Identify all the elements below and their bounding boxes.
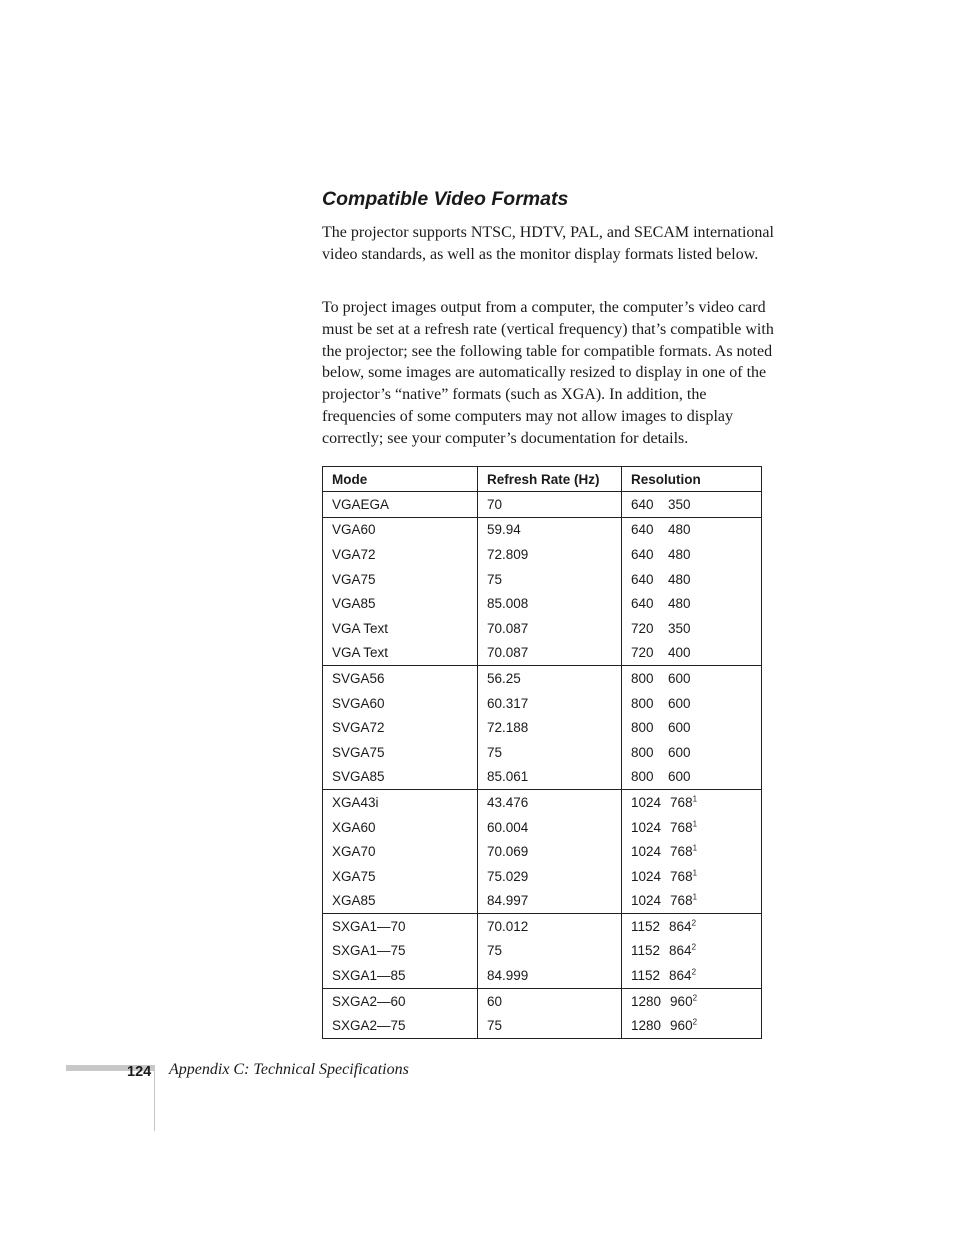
footnote-marker: 1 <box>692 892 698 902</box>
footnote-marker: 1 <box>692 868 698 878</box>
footnote-marker: 1 <box>692 794 698 804</box>
refresh-rate-cell: 85.008 <box>478 591 622 616</box>
mode-cell: VGAEGA <box>323 492 478 518</box>
resolution-height: 864 <box>669 918 692 934</box>
mode-cell: VGA Text <box>323 616 478 641</box>
resolution-cell <box>622 889 762 914</box>
resolution-width: 1152 <box>631 968 661 984</box>
mode-cell: VGA85 <box>323 591 478 616</box>
intro-paragraph: The projector supports NTSC, HDTV, PAL, and SECAM international video standards, as well as the monitor display formats listed below. <box>322 224 774 263</box>
refresh-rate-cell: 84.999 <box>478 963 622 988</box>
resolution-width: 1280 <box>631 993 662 1009</box>
refresh-rate-cell: 75 <box>478 1013 622 1038</box>
resolution-cell <box>622 666 762 691</box>
running-head: Appendix C: Technical Specifications <box>169 1061 409 1078</box>
refresh-rate-cell: 60.004 <box>478 815 622 840</box>
resolution-cell <box>622 567 762 592</box>
resolution-height: 480 <box>668 546 691 562</box>
mode-cell: SXGA1—70 <box>323 914 478 939</box>
table-row <box>323 1013 762 1038</box>
table-row <box>323 963 762 988</box>
refresh-rate-cell: 59.94 <box>478 517 622 542</box>
table-body <box>323 492 762 1039</box>
resolution-cell <box>622 492 762 518</box>
resolution-height: 768 <box>670 844 693 860</box>
resolution-cell <box>622 740 762 765</box>
resolution-height: 400 <box>668 645 691 661</box>
resolution-cell <box>622 963 762 988</box>
refresh-rate-cell: 75 <box>478 567 622 592</box>
mode-cell: XGA85 <box>323 889 478 914</box>
resolution-width: 1024 <box>631 893 662 909</box>
table-row <box>323 492 762 518</box>
resolution-width: 1024 <box>631 844 662 860</box>
table-header <box>323 467 762 492</box>
mode-cell: SXGA2—60 <box>323 988 478 1013</box>
resolution-cell <box>622 988 762 1013</box>
resolution-width: 800 <box>631 769 654 785</box>
footnote-marker: 2 <box>691 967 697 977</box>
resolution-width: 640 <box>631 496 654 512</box>
resolution-width: 800 <box>631 670 654 686</box>
table-row <box>323 616 762 641</box>
footnote-marker: 2 <box>691 918 697 928</box>
resolution-cell <box>622 939 762 964</box>
mode-cell: SVGA75 <box>323 740 478 765</box>
table-row <box>323 765 762 790</box>
mode-cell: SVGA60 <box>323 691 478 716</box>
mode-cell: VGA72 <box>323 542 478 567</box>
resolution-height: 768 <box>670 893 693 909</box>
mode-cell: VGA Text <box>323 641 478 666</box>
table-row <box>323 839 762 864</box>
table-row <box>323 864 762 889</box>
resolution-cell <box>622 1013 762 1038</box>
resolution-width: 1024 <box>631 868 662 884</box>
table-row <box>323 666 762 691</box>
table-row <box>323 815 762 840</box>
refresh-rate-cell: 75 <box>478 939 622 964</box>
footnote-marker: 1 <box>692 843 698 853</box>
table-row <box>323 914 762 939</box>
table-row <box>323 517 762 542</box>
mode-cell: XGA43i <box>323 790 478 815</box>
resolution-height: 600 <box>668 720 691 736</box>
section-title: Compatible Video Formats <box>322 188 569 210</box>
resolution-height: 864 <box>669 968 692 984</box>
resolution-width: 800 <box>631 695 654 711</box>
header-refresh-rate: Refresh Rate (Hz) <box>478 467 622 492</box>
page-number: 124 <box>127 1064 152 1080</box>
refresh-rate-cell: 56.25 <box>478 666 622 691</box>
resolution-width: 640 <box>631 571 654 587</box>
refresh-rate-cell: 75.029 <box>478 864 622 889</box>
resolution-cell <box>622 815 762 840</box>
resolution-height: 768 <box>670 819 693 835</box>
refresh-rate-cell: 70.087 <box>478 641 622 666</box>
header-resolution: Resolution <box>622 467 762 492</box>
refresh-rate-cell: 70.087 <box>478 616 622 641</box>
table-row <box>323 567 762 592</box>
refresh-rate-cell: 84.997 <box>478 889 622 914</box>
refresh-rate-cell: 72.188 <box>478 715 622 740</box>
mode-cell: SVGA72 <box>323 715 478 740</box>
resolution-height: 600 <box>668 769 691 785</box>
resolution-cell <box>622 542 762 567</box>
resolution-cell <box>622 914 762 939</box>
table-row <box>323 740 762 765</box>
mode-cell: XGA60 <box>323 815 478 840</box>
footnote-marker: 2 <box>692 1017 698 1027</box>
mode-cell: VGA75 <box>323 567 478 592</box>
resolution-height: 768 <box>670 794 693 810</box>
video-formats-table <box>322 466 762 1039</box>
table-row <box>323 591 762 616</box>
table-row <box>323 889 762 914</box>
mode-cell: XGA75 <box>323 864 478 889</box>
resolution-cell <box>622 616 762 641</box>
refresh-rate-cell: 75 <box>478 740 622 765</box>
resolution-cell <box>622 715 762 740</box>
resolution-cell <box>622 765 762 790</box>
resolution-height: 864 <box>669 943 692 959</box>
resolution-height: 350 <box>668 620 691 636</box>
refresh-rate-cell: 85.061 <box>478 765 622 790</box>
mode-cell: VGA60 <box>323 517 478 542</box>
resolution-height: 480 <box>668 571 691 587</box>
table-row <box>323 691 762 716</box>
mode-cell: SVGA56 <box>323 666 478 691</box>
mode-cell: XGA70 <box>323 839 478 864</box>
resolution-width: 640 <box>631 596 654 612</box>
resolution-width: 640 <box>631 522 654 538</box>
resolution-height: 960 <box>670 993 693 1009</box>
resolution-cell <box>622 839 762 864</box>
refresh-rate-cell: 60.317 <box>478 691 622 716</box>
footnote-marker: 2 <box>692 993 698 1003</box>
resolution-cell <box>622 641 762 666</box>
refresh-rate-cell: 70.069 <box>478 839 622 864</box>
resolution-height: 600 <box>668 695 691 711</box>
resolution-height: 480 <box>668 596 691 612</box>
table-row <box>323 542 762 567</box>
resolution-height: 600 <box>668 670 691 686</box>
resolution-width: 800 <box>631 744 654 760</box>
refresh-rate-cell: 43.476 <box>478 790 622 815</box>
table-row <box>323 715 762 740</box>
table-row <box>323 641 762 666</box>
resolution-width: 640 <box>631 546 654 562</box>
resolution-width: 1024 <box>631 794 662 810</box>
resolution-cell <box>622 591 762 616</box>
resolution-width: 800 <box>631 720 654 736</box>
resolution-cell <box>622 790 762 815</box>
mode-cell: SXGA2—75 <box>323 1013 478 1038</box>
mode-cell: SXGA1—85 <box>323 963 478 988</box>
table-row <box>323 988 762 1013</box>
resolution-height: 480 <box>668 522 691 538</box>
refresh-rate-cell: 70.012 <box>478 914 622 939</box>
resolution-cell <box>622 691 762 716</box>
header-mode: Mode <box>323 467 478 492</box>
footnote-marker: 1 <box>692 819 698 829</box>
resolution-width: 720 <box>631 620 654 636</box>
resolution-width: 1024 <box>631 819 662 835</box>
resolution-height: 350 <box>668 496 691 512</box>
resolution-height: 600 <box>668 744 691 760</box>
refresh-rate-cell: 60 <box>478 988 622 1013</box>
mode-cell: SVGA85 <box>323 765 478 790</box>
resolution-height: 960 <box>670 1018 693 1034</box>
resolution-width: 1280 <box>631 1018 662 1034</box>
refresh-rate-cell: 72.809 <box>478 542 622 567</box>
header-row <box>323 467 762 492</box>
mode-cell: SXGA1—75 <box>323 939 478 964</box>
resolution-width: 1152 <box>631 943 661 959</box>
resolution-height: 768 <box>670 868 693 884</box>
footnote-marker: 2 <box>691 942 697 952</box>
resolution-width: 720 <box>631 645 654 661</box>
resolution-cell <box>622 517 762 542</box>
resolution-cell <box>622 864 762 889</box>
refresh-rate-paragraph: To project images output from a computer, the computer’s video card must be set at a refresh rate (vertical frequency) that’s compatible with the projector; see the following table for compatible formats. As noted below, some images are automatically resized to display in one of the projector’s “native” formats (such as XGA). In addition, the frequencies of some computers may not allow images to display correctly; see your computer’s documentation for details. <box>322 299 774 447</box>
refresh-rate-cell: 70 <box>478 492 622 518</box>
table-row <box>323 939 762 964</box>
footer-rule <box>154 1065 155 1131</box>
table-row <box>323 790 762 815</box>
resolution-width: 1152 <box>631 918 661 934</box>
